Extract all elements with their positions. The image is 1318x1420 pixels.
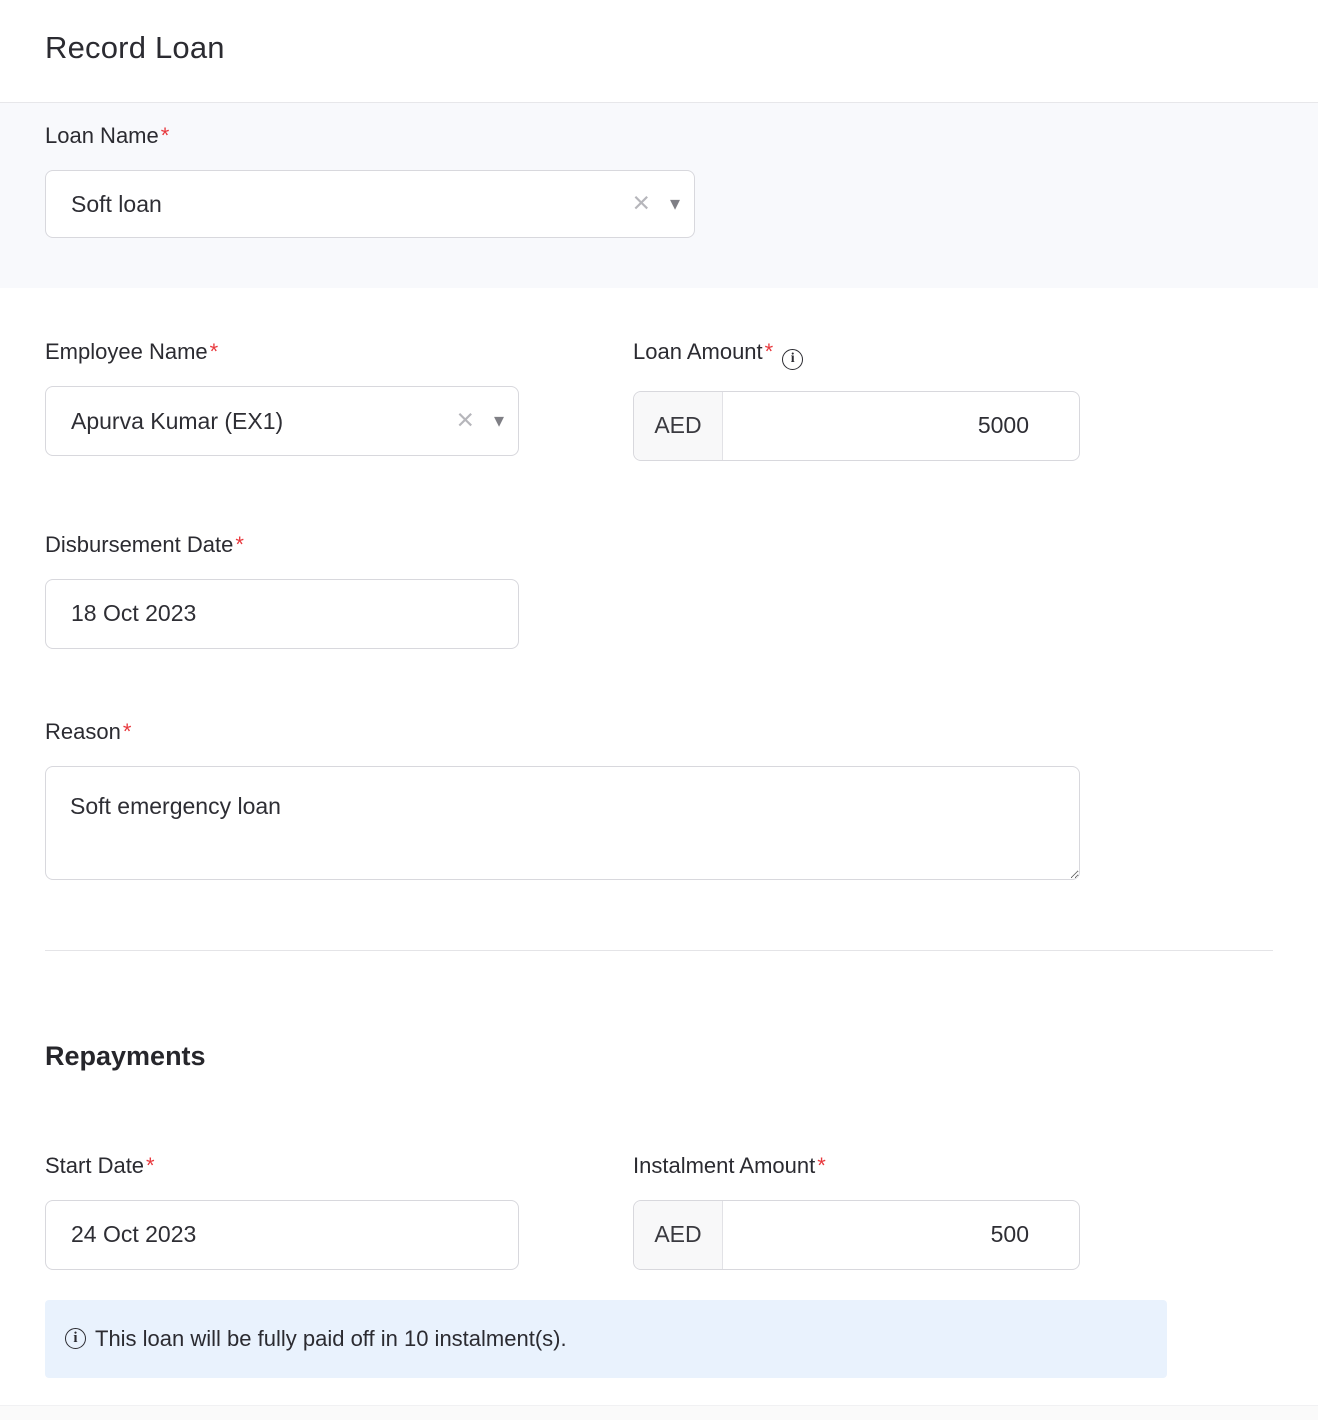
repayments-heading: Repayments	[45, 1040, 206, 1071]
loan-amount-input[interactable]	[723, 392, 1079, 460]
disbursement-date-label	[45, 532, 519, 558]
chevron-down-icon[interactable]: ▾	[669, 193, 680, 215]
page-title: Record Loan	[45, 30, 225, 65]
reason-textarea[interactable]	[45, 766, 1080, 880]
instalment-amount-label	[633, 1153, 1080, 1179]
start-date-field	[45, 1153, 519, 1270]
instalment-amount-group	[633, 1200, 1080, 1270]
instalment-amount-label-text: Instalment Amount	[633, 1152, 816, 1178]
loan-amount-label-text: Loan Amount	[633, 339, 763, 364]
required-asterisk: *	[235, 531, 244, 557]
employee-name-field	[45, 339, 519, 461]
required-asterisk: *	[160, 123, 170, 148]
loan-name-select-value: Soft loan	[71, 190, 162, 217]
loan-name-section	[0, 103, 1318, 288]
form-body	[0, 339, 1318, 1378]
loan-amount-field	[633, 339, 1080, 461]
loan-name-select[interactable]	[45, 170, 695, 238]
clear-icon[interactable]: ×	[456, 403, 474, 437]
start-date-input[interactable]	[45, 1200, 519, 1270]
employee-amount-row	[45, 339, 1273, 461]
currency-prefix: AED	[634, 1201, 723, 1269]
start-date-label-text: Start Date	[45, 1152, 145, 1178]
chevron-down-icon[interactable]: ▾	[493, 410, 504, 432]
footer-bar	[0, 1405, 1318, 1420]
info-icon: i	[65, 1328, 86, 1349]
required-asterisk: *	[817, 1152, 826, 1178]
required-asterisk: *	[146, 1152, 155, 1178]
loan-amount-label	[633, 339, 1080, 370]
reason-field	[45, 719, 1273, 885]
reason-label-text: Reason	[45, 718, 121, 744]
page-header	[0, 0, 1318, 103]
start-date-label	[45, 1153, 519, 1179]
disbursement-date-field	[45, 532, 519, 649]
info-banner-text: This loan will be fully paid off in 10 instalment(s).	[95, 1325, 567, 1351]
employee-name-label-text: Employee Name	[45, 339, 208, 364]
required-asterisk: *	[209, 339, 219, 364]
employee-name-label	[45, 339, 519, 365]
loan-name-label-text: Loan Name	[45, 123, 159, 148]
disbursement-date-input[interactable]	[45, 579, 519, 649]
instalments-info-banner	[45, 1300, 1167, 1378]
section-divider	[45, 950, 1273, 951]
reason-label	[45, 719, 1273, 745]
employee-name-select-value: Apurva Kumar (EX1)	[71, 407, 284, 434]
disbursement-date-label-text: Disbursement Date	[45, 531, 234, 557]
info-icon[interactable]: i	[782, 349, 803, 370]
required-asterisk: *	[764, 339, 774, 364]
instalment-amount-input[interactable]	[723, 1201, 1079, 1269]
employee-name-select[interactable]	[45, 386, 519, 456]
instalment-amount-field	[633, 1153, 1080, 1270]
repayments-row	[45, 1153, 1273, 1270]
required-asterisk: *	[122, 718, 132, 744]
loan-name-label	[45, 123, 1273, 149]
clear-icon[interactable]: ×	[632, 186, 650, 220]
loan-amount-group	[633, 391, 1080, 461]
currency-prefix: AED	[634, 392, 723, 460]
